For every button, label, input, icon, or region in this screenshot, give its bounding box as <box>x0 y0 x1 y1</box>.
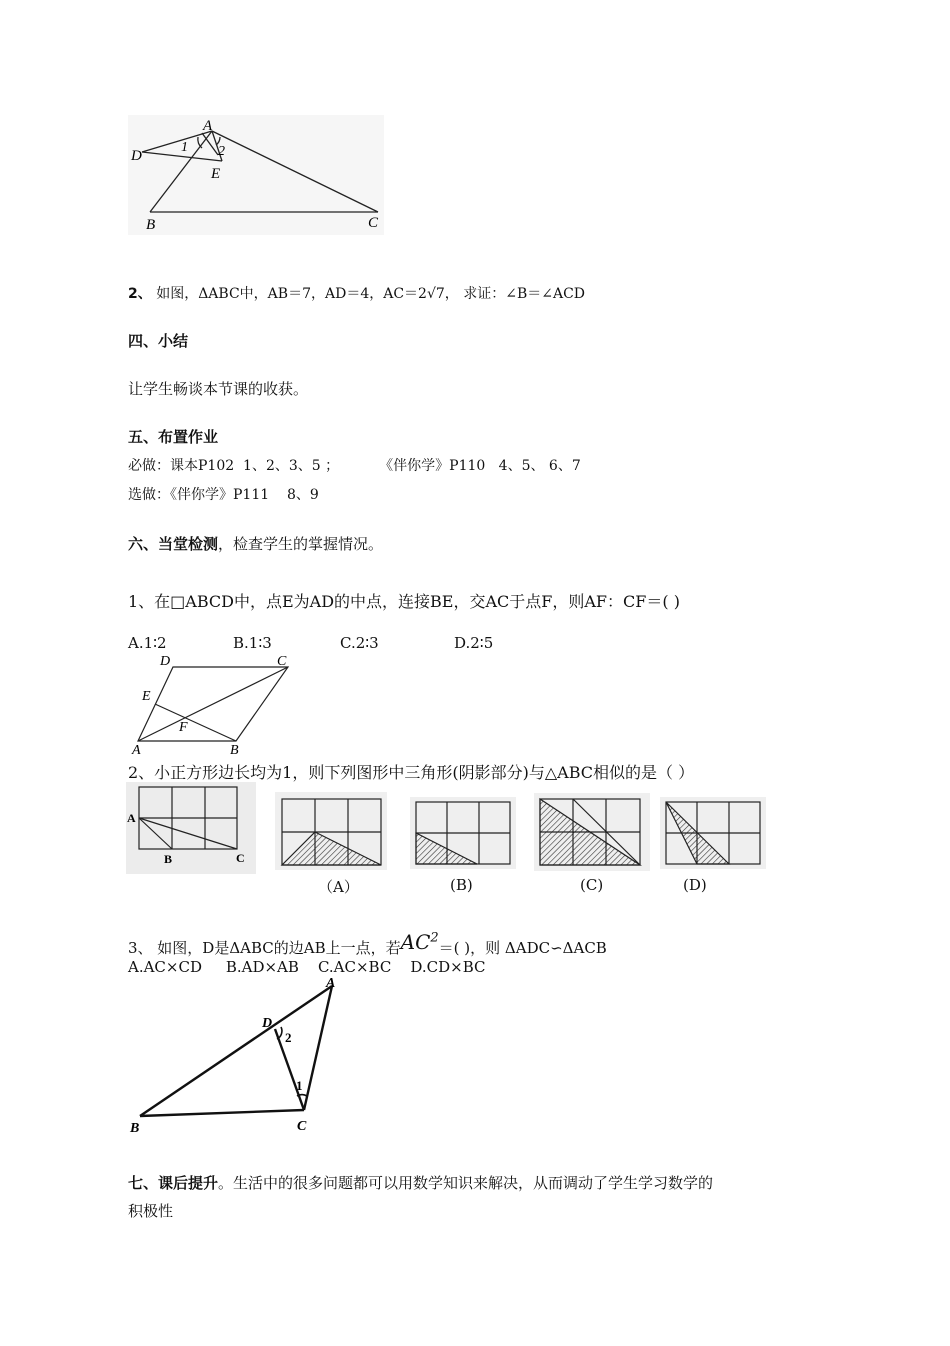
section-5-title: 五、布置作业 <box>128 428 219 446</box>
formula-exponent: 2 <box>430 930 439 946</box>
choice-a-figure <box>275 792 387 870</box>
grid-label-C: C <box>236 851 245 865</box>
pg-label-A: A <box>132 743 141 758</box>
section-7-line2: 积极性 <box>128 1202 174 1220</box>
choice-a-label: （A） <box>318 878 359 896</box>
tri-angle-2: 2 <box>285 1030 292 1045</box>
pg-label-B: B <box>230 743 239 758</box>
test-1-option-a: A.1∶2 <box>128 634 167 652</box>
label-A: A <box>203 118 213 134</box>
tri-label-B: B <box>130 1121 140 1136</box>
tri-label-C: C <box>297 1119 307 1134</box>
label-C: C <box>368 215 379 231</box>
choice-d-figure <box>660 797 766 869</box>
choice-b-label: (B) <box>450 876 473 894</box>
choice-b-figure <box>410 797 516 869</box>
choice-c-label: (C) <box>580 876 604 894</box>
section-6-title: 六、当堂检测 <box>128 535 219 553</box>
test-3-options: A.AC×CD B.AD×AB C.AC×BC D.CD×BC <box>128 958 486 976</box>
section-7 <box>128 1172 713 1193</box>
test-3-formula <box>401 930 439 954</box>
test-1-option-d: D.2∶5 <box>454 634 494 652</box>
section-4-title: 四、小结 <box>128 332 189 350</box>
tri-label-D: D <box>262 1016 273 1031</box>
section-4-body: 让学生畅谈本节课的收获。 <box>128 380 309 398</box>
pg-label-E: E <box>142 689 151 704</box>
figure-triangle-abc-d <box>126 975 350 1137</box>
pg-label-D: D <box>160 654 171 669</box>
question-2-text: 如图，ΔABC中，AB＝7，AD＝4，AC＝2√7， 求证：∠B＝∠ACD <box>151 286 586 302</box>
homework-optional: 选做：《伴你学》P111 8、9 <box>128 487 319 503</box>
test-3-question-pre: 3、 如图，D是ΔABC的边AB上一点，若 <box>128 939 401 957</box>
figure-grid-abc <box>126 782 256 874</box>
homework-required: 必做：课本P102 1、2、3、5 ； 《伴你学》P110 4、5、 6、7 <box>128 458 581 474</box>
tri-label-A: A <box>326 976 336 991</box>
question-2 <box>128 283 585 303</box>
section-7-line1: 。生活中的很多问题都可以用数学知识来解决，从而调动了学生学习数学的 <box>218 1174 714 1192</box>
angle-1: 1 <box>181 140 188 155</box>
test-3-question-post: ＝( )，则 ΔADC∽ΔACB <box>438 939 607 957</box>
question-2-number: 2、 <box>128 286 152 302</box>
label-D: D <box>131 148 142 164</box>
grid-label-A: A <box>127 811 136 825</box>
grid-label-B: B <box>164 852 173 866</box>
test-1-question: 1、在□ABCD中，点E为AD的中点，连接BE，交AC于点F，则AF：CF＝( ) <box>128 592 680 611</box>
angle-2: 2 <box>218 144 225 159</box>
choice-d-label: (D) <box>683 876 707 894</box>
test-3-question <box>128 930 607 958</box>
pg-label-C: C <box>277 654 287 669</box>
choice-c-figure <box>534 793 650 871</box>
section-6 <box>128 533 383 554</box>
label-B: B <box>146 217 156 233</box>
section-6-rest: ，检查学生的掌握情况。 <box>218 535 384 553</box>
label-E: E <box>211 166 221 182</box>
figure-parallelogram <box>128 652 298 758</box>
test-1-option-c: C.2∶3 <box>340 634 379 652</box>
formula-base: AC <box>400 930 431 954</box>
pg-label-F: F <box>179 720 188 735</box>
figure-triangle-ade <box>128 115 384 235</box>
tri-angle-1: 1 <box>296 1078 303 1093</box>
section-7-title: 七、课后提升 <box>128 1174 219 1192</box>
test-2-question: 2、小正方形边长均为1，则下列图形中三角形(阴影部分)与△ABC相似的是（ ） <box>128 763 695 782</box>
test-1-option-b: B.1∶3 <box>233 634 272 652</box>
